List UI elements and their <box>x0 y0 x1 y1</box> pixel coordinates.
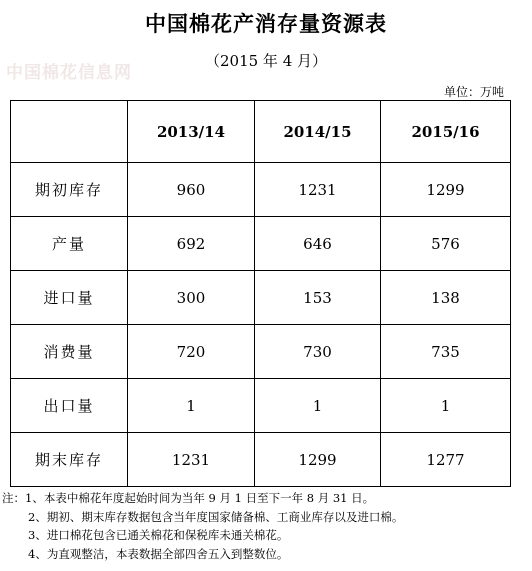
footnote-line <box>2 526 530 545</box>
table-cell: 960 <box>128 163 255 217</box>
table-cell: 1299 <box>381 163 511 217</box>
row-label-consumption: 消费量 <box>11 325 128 379</box>
table-cell: 735 <box>381 325 511 379</box>
footnote-item: 1、本表中棉花年度起始时间为当年 9 月 1 日至下一年 8 月 31 日。 <box>25 491 375 505</box>
footnote-prefix: 注： <box>2 491 25 505</box>
table-cell: 576 <box>381 217 511 271</box>
table-cell: 1 <box>381 379 511 433</box>
table-cell: 692 <box>128 217 255 271</box>
row-label-production: 产量 <box>11 217 128 271</box>
unit-label: 单位：万吨 <box>443 85 504 99</box>
table-row <box>11 217 511 271</box>
table-cell: 730 <box>255 325 381 379</box>
table-cell: 720 <box>128 325 255 379</box>
table-cell: 300 <box>128 271 255 325</box>
row-label-closing-stock: 期末库存 <box>11 433 128 487</box>
header-cell-corner <box>11 101 128 163</box>
table-cell: 1 <box>128 379 255 433</box>
header-cell-2013-14: 2013/14 <box>128 101 255 163</box>
table-row <box>11 325 511 379</box>
table-row <box>11 271 511 325</box>
table-cell: 1277 <box>381 433 511 487</box>
table-row <box>11 433 511 487</box>
footnote-item: 4、为直观整洁，本表数据全部四舍五入到整数位。 <box>28 546 289 561</box>
table-cell: 1 <box>255 379 381 433</box>
page-subtitle: （2015 年 4 月） <box>204 52 328 70</box>
cotton-balance-table <box>10 100 511 487</box>
table-cell: 1299 <box>255 433 381 487</box>
table-row <box>11 379 511 433</box>
table-cell: 1231 <box>255 163 381 217</box>
header-cell-2015-16: 2015/16 <box>381 101 511 163</box>
footnote-item: 3、进口棉花包含已通关棉花和保税库未通关棉花。 <box>28 528 289 542</box>
footnote-line <box>2 508 530 527</box>
footnotes <box>2 489 530 563</box>
row-label-exports: 出口量 <box>11 379 128 433</box>
row-label-opening-stock: 期初库存 <box>11 163 128 217</box>
page-title: 中国棉花产消存量资源表 <box>145 12 387 36</box>
table-cell: 153 <box>255 271 381 325</box>
table-cell: 138 <box>381 271 511 325</box>
table-header-row <box>11 101 511 163</box>
footnote-line <box>2 489 530 508</box>
footnote-item: 2、期初、期末库存数据包含当年度国家储备棉、工商业库存以及进口棉。 <box>28 509 404 524</box>
footnote-line <box>2 545 530 564</box>
watermark-logo: 中国棉花信息网 <box>6 63 132 83</box>
table-cell: 1231 <box>128 433 255 487</box>
table-cell: 646 <box>255 217 381 271</box>
table-row <box>11 163 511 217</box>
row-label-imports: 进口量 <box>11 271 128 325</box>
header-cell-2014-15: 2014/15 <box>255 101 381 163</box>
